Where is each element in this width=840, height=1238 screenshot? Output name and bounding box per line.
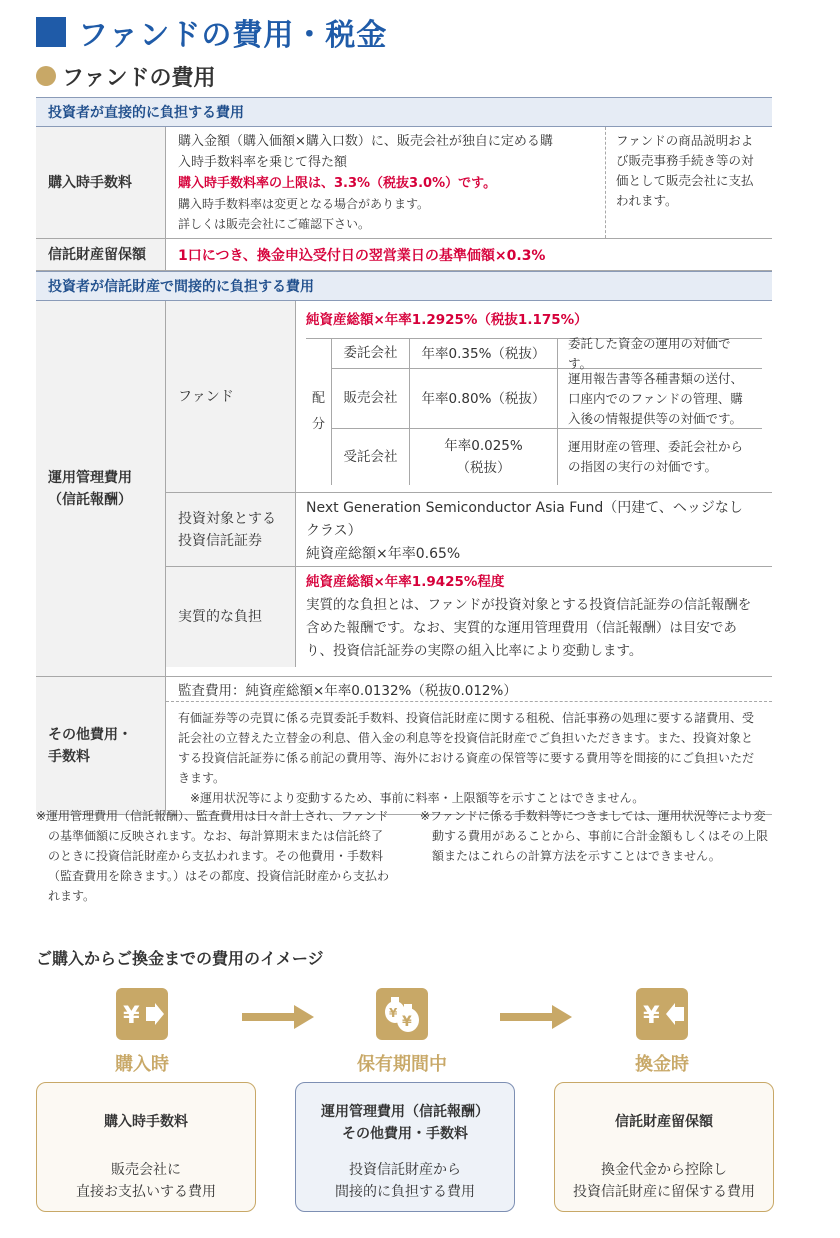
allocation-rate-line2: （税抜） — [456, 460, 511, 476]
indirect-cost-header: 投資者が信託財産で間接的に負担する費用 — [36, 271, 772, 301]
target-fund-body — [296, 493, 772, 566]
other-fees-row — [36, 677, 772, 815]
stage-holding — [322, 988, 482, 1076]
footnotes — [36, 806, 776, 906]
allocation-row — [332, 335, 762, 371]
money-bags-icon — [376, 988, 428, 1040]
allocation-desc: 運用財産の管理、委託会社からの指図の実行の対価です。 — [568, 439, 744, 474]
cost-image-title: ご購入からご換金までの費用のイメージ — [36, 949, 324, 968]
page-title: ファンドの費用・税金 — [78, 18, 388, 53]
svg-text:¥: ¥ — [643, 1001, 660, 1029]
target-fund-block — [166, 493, 772, 567]
allocation-desc: 運用報告書等各種書類の送付、口座内でのファンドの管理、購入後の情報提供等の対価です。 — [568, 370, 744, 426]
purchase-fee-line1: 購入金額（購入価額×購入口数）に、販売会社が独自に定める購 — [178, 134, 553, 149]
target-fund-label-line1: 投資対象とする — [178, 510, 276, 527]
reserve-value: 1口につき、換金申込受付日の翌営業日の基準価額×0.3% — [178, 247, 546, 264]
target-fund-line2: クラス） — [306, 523, 362, 539]
purchase-fee-note2: 詳しくは販売会社にご確認下さい。 — [178, 217, 371, 231]
target-fund-label — [166, 493, 296, 566]
allocation-party: 委託会社 — [332, 339, 410, 368]
fund-fee-block — [166, 301, 772, 493]
actual-burden-body — [296, 567, 772, 667]
other-fees-label-line1: その他費用・ — [48, 726, 132, 743]
svg-text:¥: ¥ — [123, 1001, 140, 1029]
allocation-rate: 年率0.80%（税抜） — [410, 369, 558, 428]
management-fee-label-line2: （信託報酬） — [48, 491, 132, 508]
allocation-rate-line1: 年率0.025% — [444, 438, 523, 454]
actual-burden-label: 実質的な負担 — [166, 567, 296, 667]
page-title-row — [36, 10, 387, 54]
management-fee-detail — [166, 301, 772, 676]
fund-label: ファンド — [166, 301, 296, 492]
redemption-card — [554, 1082, 774, 1212]
other-fees-detail — [166, 677, 772, 814]
target-fund-label-line2: 投資信託証券 — [178, 532, 262, 549]
allocation-desc: 委託した資金の運用の対価です。 — [568, 335, 731, 371]
allocation-rate: 年率0.35%（税抜） — [410, 339, 558, 368]
fund-fee-total: 純資産総額×年率1.2925%（税抜1.175%） — [306, 312, 588, 328]
other-fees-note: ※運用状況等により変動するため、事前に料率・上限額等を示すことはできません。 — [190, 791, 645, 805]
title-square-icon — [36, 17, 66, 47]
other-fees-body — [166, 702, 772, 814]
actual-burden-total: 純資産総額×年率1.9425%程度 — [306, 574, 505, 590]
allocation-rows — [332, 335, 762, 485]
yen-out-icon — [636, 988, 688, 1040]
arrow-right-icon — [500, 1005, 572, 1029]
other-fees-label-line2: 手数料 — [48, 748, 90, 765]
purchase-card — [36, 1082, 256, 1212]
card-title-line2: その他費用・手数料 — [342, 1126, 468, 1142]
stage-purchase — [62, 988, 222, 1076]
card-title: 信託財産留保額 — [615, 1114, 713, 1130]
allocation-row — [332, 369, 762, 429]
footnote-left: ※運用管理費用（信託報酬）、監査費用は日々計上され、ファンドの基準価額に反映されます。なお、毎計算期末または信託終了のときに投資信託財産から支払われます。その他費用・手数料（監査費用を除きます。）はその都度、投資信託財産から支払われます。 — [36, 809, 390, 903]
direct-cost-header: 投資者が直接的に負担する費用 — [36, 97, 772, 127]
card-line1: 販売会社に — [111, 1162, 181, 1178]
purchase-fee-row — [36, 127, 772, 239]
other-fees-label — [36, 677, 166, 814]
stage-label: 換金時 — [635, 1054, 689, 1075]
allocation-party: 販売会社 — [332, 369, 410, 428]
fund-fee-body — [296, 301, 772, 492]
target-fund-line3: 純資産総額×年率0.65% — [306, 546, 461, 562]
card-line1: 換金代金から控除し — [601, 1162, 727, 1178]
purchase-fee-line2: 入時手数料率を乗じて得た額 — [178, 155, 348, 170]
holding-card — [295, 1082, 515, 1212]
card-line1: 投資信託財産から — [349, 1162, 461, 1178]
allocation-row — [332, 429, 762, 485]
section-subtitle-row — [36, 60, 216, 92]
reserve-row — [36, 239, 772, 271]
section-subtitle: ファンドの費用 — [62, 65, 216, 91]
stage-label: 購入時 — [115, 1054, 169, 1075]
purchase-fee-cap: 購入時手数料率の上限は、3.3%（税抜3.0%）です。 — [178, 176, 497, 191]
actual-burden-block — [166, 567, 772, 667]
purchase-fee-side-note: ファンドの商品説明および販売事務手続き等の対価として販売会社に支払われます。 — [616, 133, 754, 208]
reserve-label: 信託財産留保額 — [36, 239, 166, 270]
footnote-right: ※ファンドに係る手数料等につきましては、運用状況等により変動する費用があることから、事前に合計金額もしくはその上限額またはこれらの計算方法を示すことはできません。 — [420, 809, 769, 863]
stage-label: 保有期間中 — [357, 1054, 447, 1075]
management-fee-label-line1: 運用管理費用 — [48, 469, 132, 486]
allocation-label-char1: 配 — [311, 391, 325, 406]
purchase-fee-body — [166, 127, 606, 238]
purchase-fee-label: 購入時手数料 — [36, 127, 166, 238]
card-line2: 直接お支払いする費用 — [76, 1184, 216, 1200]
allocation-label-char2: 分 — [311, 417, 325, 432]
card-title-line1: 運用管理費用（信託報酬） — [321, 1104, 489, 1120]
actual-burden-desc: 実質的な負担とは、ファンドが投資対象とする投資信託証券の信託報酬を含めた報酬です。なお、実質的な運用管理費用（信託報酬）は目安であり、投資信託証券の実際の組入比率により変動します。 — [306, 597, 752, 659]
allocation-party: 受託会社 — [332, 429, 410, 485]
allocation-label — [306, 338, 332, 485]
allocation-table — [306, 335, 762, 485]
fee-table — [36, 97, 772, 815]
stage-redemption — [582, 988, 742, 1076]
management-fee-row — [36, 301, 772, 677]
svg-text:¥: ¥ — [402, 1014, 412, 1030]
other-fees-desc: 有価証券等の売買に係る売買委託手数料、投資信託財産に関する租税、信託事務の処理に要する諸費用、受託会社の立替えた立替金の利息、借入金の利息等を投資信託財産でご負担いただきます。また、投資対象とする投資信託証券に係る前記の費用等、海外における資産の保管等に要する費用等を間接的にご負担いただきます。 — [178, 711, 755, 785]
arrow-right-icon — [242, 1005, 314, 1029]
target-fund-line1: Next Generation Semiconductor Asia Fund（円建て、ヘッジなし — [306, 500, 743, 516]
allocation-rate — [410, 429, 558, 485]
yen-in-icon — [116, 988, 168, 1040]
svg-text:¥: ¥ — [389, 1006, 398, 1020]
bullet-dot-icon — [36, 66, 56, 86]
card-line2: 間接的に負担する費用 — [335, 1184, 475, 1200]
management-fee-label — [36, 301, 166, 676]
purchase-fee-note1: 購入時手数料率は変更となる場合があります。 — [178, 197, 430, 211]
card-line2: 投資信託財産に留保する費用 — [573, 1184, 755, 1200]
audit-fee: 監査費用：純資産総額×年率0.0132%（税抜0.012%） — [166, 677, 772, 702]
card-title: 購入時手数料 — [104, 1114, 188, 1130]
